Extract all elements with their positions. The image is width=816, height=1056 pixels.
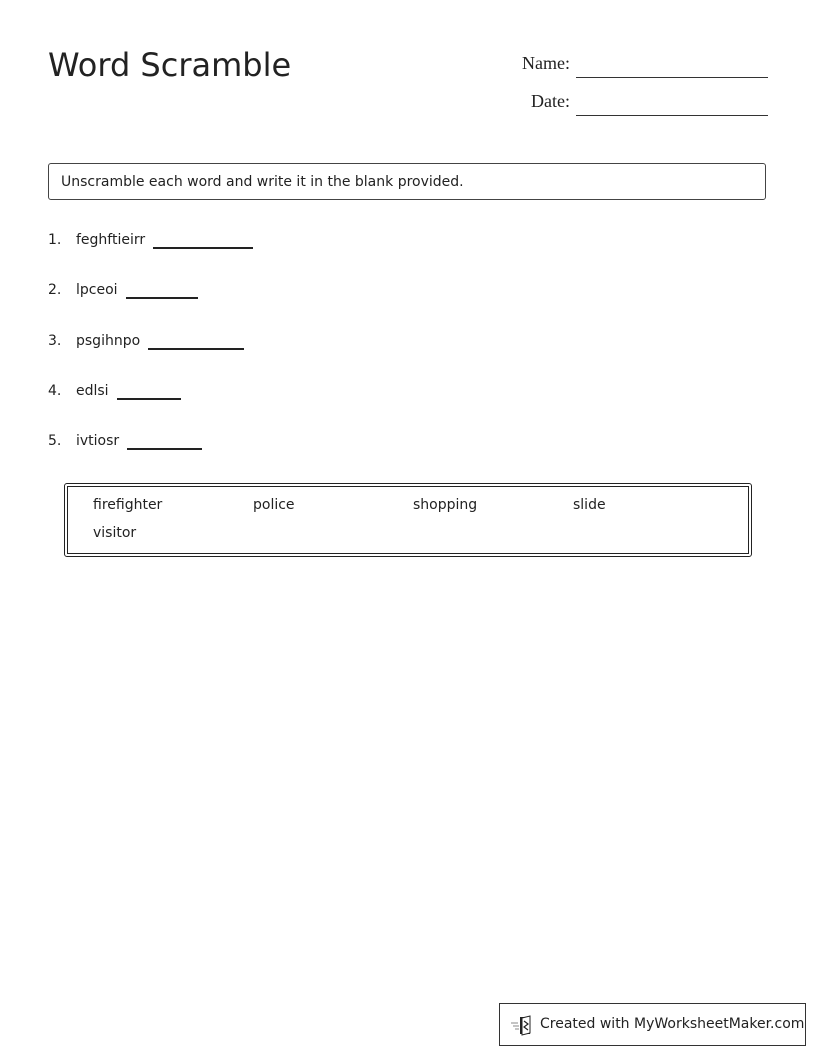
question-number: 5. [48, 433, 62, 449]
word-bank-item: slide [573, 497, 606, 513]
answer-blank[interactable] [117, 397, 181, 400]
footer-text: Created with MyWorksheetMaker.com [540, 1016, 805, 1032]
date-label: Date: [531, 91, 570, 111]
page-title: Word Scramble [48, 46, 292, 84]
worksheet-logo-icon [510, 1014, 536, 1036]
question-item [48, 232, 253, 249]
word-bank-item: firefighter [93, 497, 163, 513]
date-line[interactable] [576, 115, 768, 116]
question-item [48, 433, 202, 450]
scrambled-word: ivtiosr [76, 433, 120, 449]
answer-blank[interactable] [126, 296, 198, 299]
question-number: 4. [48, 383, 62, 399]
scrambled-word: edlsi [76, 383, 109, 399]
word-bank-item: shopping [413, 497, 478, 513]
footer-badge[interactable] [499, 1003, 806, 1046]
answer-blank[interactable] [148, 347, 244, 350]
question-number: 1. [48, 232, 62, 248]
name-line[interactable] [576, 77, 768, 78]
scrambled-word: psgihnpo [76, 333, 141, 349]
question-number: 2. [48, 282, 62, 298]
question-number: 3. [48, 333, 62, 349]
answer-blank[interactable] [127, 447, 202, 450]
question-item [48, 333, 244, 350]
instructions-box: Unscramble each word and write it in the blank provided. [48, 163, 766, 200]
answer-blank[interactable] [153, 246, 253, 249]
name-label: Name: [522, 53, 570, 73]
word-bank [64, 483, 752, 557]
question-item [48, 383, 181, 400]
scrambled-word: feghftieirr [76, 232, 146, 248]
scrambled-word: lpceoi [76, 282, 118, 298]
word-bank-item: visitor [93, 525, 137, 541]
question-item [48, 282, 198, 299]
word-bank-item: police [253, 497, 295, 513]
